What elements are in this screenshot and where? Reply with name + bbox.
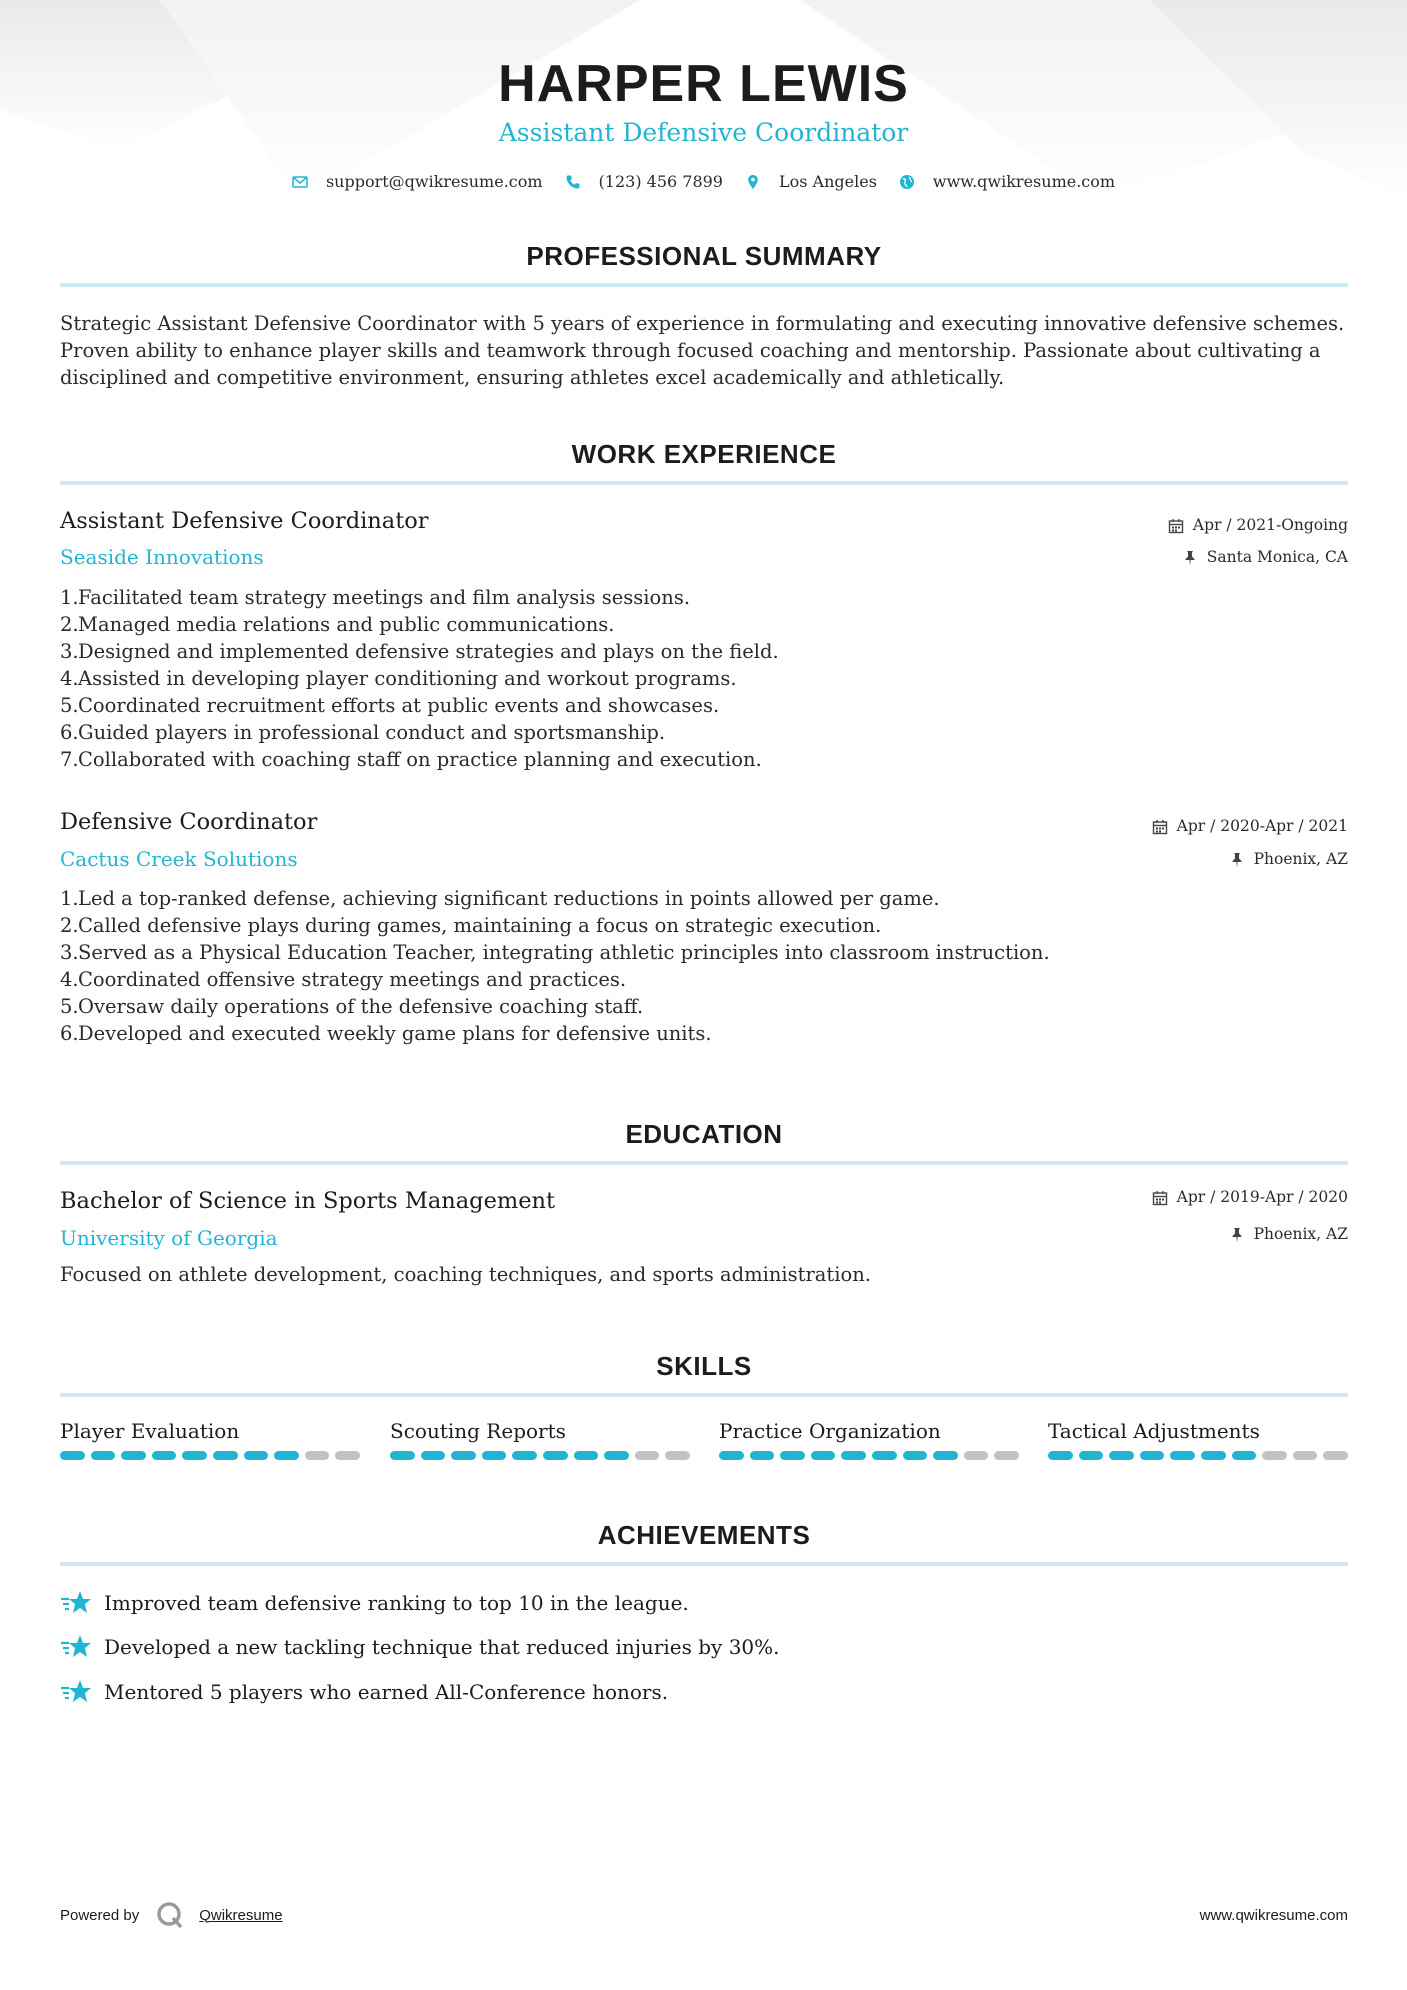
contact-location [745,172,877,191]
skill-name: Player Evaluation [60,1419,240,1443]
achievements-heading: ACHIEVEMENTS [597,1520,811,1550]
achievements-divider [60,1562,1348,1566]
star-icon [60,1633,92,1661]
list-item: 6.Guided players in professional conduct and sportsmanship. [60,721,666,744]
job-location [1182,550,1348,566]
skill-segment-filled [1140,1451,1165,1460]
skill-level-bar [60,1451,360,1460]
experience-divider [60,481,1348,485]
contact-phone[interactable] [565,172,723,191]
skill-segment-filled [244,1451,269,1460]
list-item: 5.Oversaw daily operations of the defensive coaching staff. [60,995,644,1018]
summary-divider [60,283,1348,287]
skills-divider [60,1393,1348,1397]
footer-website[interactable]: www.qwikresume.com [1199,1907,1348,1924]
education-description: Focused on athlete development, coaching techniques, and sports administration. [60,1263,871,1286]
job-location [1229,852,1348,868]
list-item: 3.Served as a Physical Education Teacher, integrating athletic principles into classroom instruction. [60,941,1050,964]
education-heading: EDUCATION [625,1119,783,1149]
skill-item [390,1421,690,1460]
job-dates [1152,819,1348,835]
skill-segment-filled [719,1451,744,1460]
thumbtack-icon [1229,1227,1245,1243]
skill-segment-empty [964,1451,989,1460]
list-item: 7.Collaborated with coaching staff on practice planning and execution. [60,748,762,771]
skill-segment-filled [750,1451,775,1460]
skill-segment-filled [872,1451,897,1460]
skill-segment-empty [1293,1451,1318,1460]
job-dates [1168,518,1348,534]
contact-email-text: support@qwikresume.com [325,172,543,191]
candidate-role: Assistant Defensive Coordinator [498,118,909,147]
education-degree: Bachelor of Science in Sports Management [60,1188,556,1214]
job-title: Defensive Coordinator [60,809,318,835]
skill-level-bar [390,1451,690,1460]
list-item: 2.Called defensive plays during games, maintaining a focus on strategic execution. [60,914,882,937]
skill-segment-filled [1201,1451,1226,1460]
list-item: 3.Designed and implemented defensive strategies and plays on the field. [60,640,779,663]
achievement-text: Improved team defensive ranking to top 10 in the league. [104,1591,689,1615]
skill-segment-filled [574,1451,599,1460]
list-item: 4.Coordinated offensive strategy meetings and practices. [60,968,627,991]
skill-level-bar [719,1451,1019,1460]
skill-segment-filled [390,1451,415,1460]
job-dates-text: Apr / 2020-Apr / 2021 [1176,817,1348,836]
summary-heading: PROFESSIONAL SUMMARY [526,241,882,271]
skill-segment-empty [305,1451,330,1460]
list-item: 1.Led a top-ranked defense, achieving significant reductions in points allowed per game. [60,887,940,910]
header-background-decoration [0,0,1407,230]
skill-segment-filled [421,1451,446,1460]
skill-segment-empty [1262,1451,1287,1460]
skill-segment-filled [451,1451,476,1460]
summary-text: Strategic Assistant Defensive Coordinator with 5 years of experience in formulating and executing innovative defensive schemes. Proven ability to enhance player skills and teamwork through focused coaching and mentorship. Passionate about cultivating a disciplined and competitive environment, ensuring athletes excel academically and athletically. [60,312,1345,389]
thumbtack-icon [1182,550,1198,566]
envelope-icon [292,174,308,190]
contact-bar [0,172,1407,191]
contact-website[interactable] [899,172,1115,191]
contact-website-text: www.qwikresume.com [932,172,1116,191]
candidate-name: HARPER LEWIS [498,55,909,113]
thumbtack-icon [1229,852,1245,868]
qwikresume-logo-icon [155,1900,185,1930]
achievement-text: Developed a new tackling technique that reduced injuries by 30%. [104,1635,780,1659]
contact-email[interactable] [292,172,543,191]
calendar-icon [1152,819,1168,835]
achievement-item [60,1678,668,1706]
skill-item [60,1421,360,1460]
skill-segment-empty [635,1451,660,1460]
job-dates-text: Apr / 2021-Ongoing [1192,516,1348,535]
job-location-text: Phoenix, AZ [1253,850,1348,869]
job-responsibilities [60,584,1348,773]
skill-item [1048,1421,1348,1460]
education-location-text: Phoenix, AZ [1253,1225,1348,1244]
list-item: 4.Assisted in developing player conditioning and workout programs. [60,667,737,690]
education-school: University of Georgia [60,1226,278,1250]
skill-segment-empty [665,1451,690,1460]
skill-segment-filled [121,1451,146,1460]
job-company: Seaside Innovations [60,545,264,569]
skill-segment-empty [994,1451,1019,1460]
star-icon [60,1589,92,1617]
education-dates-text: Apr / 2019-Apr / 2020 [1176,1188,1348,1207]
powered-by-label: Powered by [60,1906,140,1924]
skill-item [719,1421,1019,1460]
skill-segment-filled [60,1451,85,1460]
skill-segment-filled [604,1451,629,1460]
skill-name: Scouting Reports [390,1419,566,1443]
job-title: Assistant Defensive Coordinator [60,508,429,534]
skill-segment-filled [91,1451,116,1460]
achievement-item [60,1633,780,1661]
education-divider [60,1161,1348,1165]
skill-segment-filled [780,1451,805,1460]
skill-segment-filled [841,1451,866,1460]
skill-segment-filled [933,1451,958,1460]
skill-segment-filled [811,1451,836,1460]
skill-segment-filled [543,1451,568,1460]
education-dates [1152,1190,1348,1206]
job-company: Cactus Creek Solutions [60,847,298,871]
skill-segment-filled [1109,1451,1134,1460]
phone-icon [565,174,581,190]
star-icon [60,1678,92,1706]
footer-powered-by [60,1900,283,1930]
list-item: 2.Managed media relations and public communications. [60,613,615,636]
globe-icon [899,174,915,190]
skill-name: Tactical Adjustments [1048,1419,1260,1443]
job-location-text: Santa Monica, CA [1206,548,1348,567]
achievement-item [60,1589,689,1617]
skill-segment-filled [512,1451,537,1460]
achievement-text: Mentored 5 players who earned All-Conference honors. [104,1680,669,1704]
skill-segment-filled [1232,1451,1257,1460]
skill-segment-empty [335,1451,360,1460]
skill-segment-filled [274,1451,299,1460]
skills-heading: SKILLS [656,1351,752,1381]
skill-level-bar [1048,1451,1348,1460]
skill-segment-filled [182,1451,207,1460]
skill-segment-filled [1170,1451,1195,1460]
calendar-icon [1168,518,1184,534]
skill-name: Practice Organization [719,1419,941,1443]
education-location [1229,1227,1348,1243]
skill-segment-filled [1048,1451,1073,1460]
contact-phone-text: (123) 456 7899 [598,172,723,191]
list-item: 6.Developed and executed weekly game plans for defensive units. [60,1022,712,1045]
list-item: 1.Facilitated team strategy meetings and film analysis sessions. [60,586,691,609]
skill-segment-empty [1323,1451,1348,1460]
map-pin-icon [745,174,761,190]
calendar-icon [1152,1190,1168,1206]
job-responsibilities [60,885,1348,1047]
experience-heading: WORK EXPERIENCE [571,439,837,469]
skill-segment-filled [482,1451,507,1460]
skill-segment-filled [152,1451,177,1460]
skill-segment-filled [1079,1451,1104,1460]
skill-segment-filled [903,1451,928,1460]
skill-segment-filled [213,1451,238,1460]
list-item: 5.Coordinated recruitment efforts at public events and showcases. [60,694,720,717]
contact-location-text: Los Angeles [778,172,877,191]
qwikresume-link[interactable]: Qwikresume [199,1906,283,1924]
